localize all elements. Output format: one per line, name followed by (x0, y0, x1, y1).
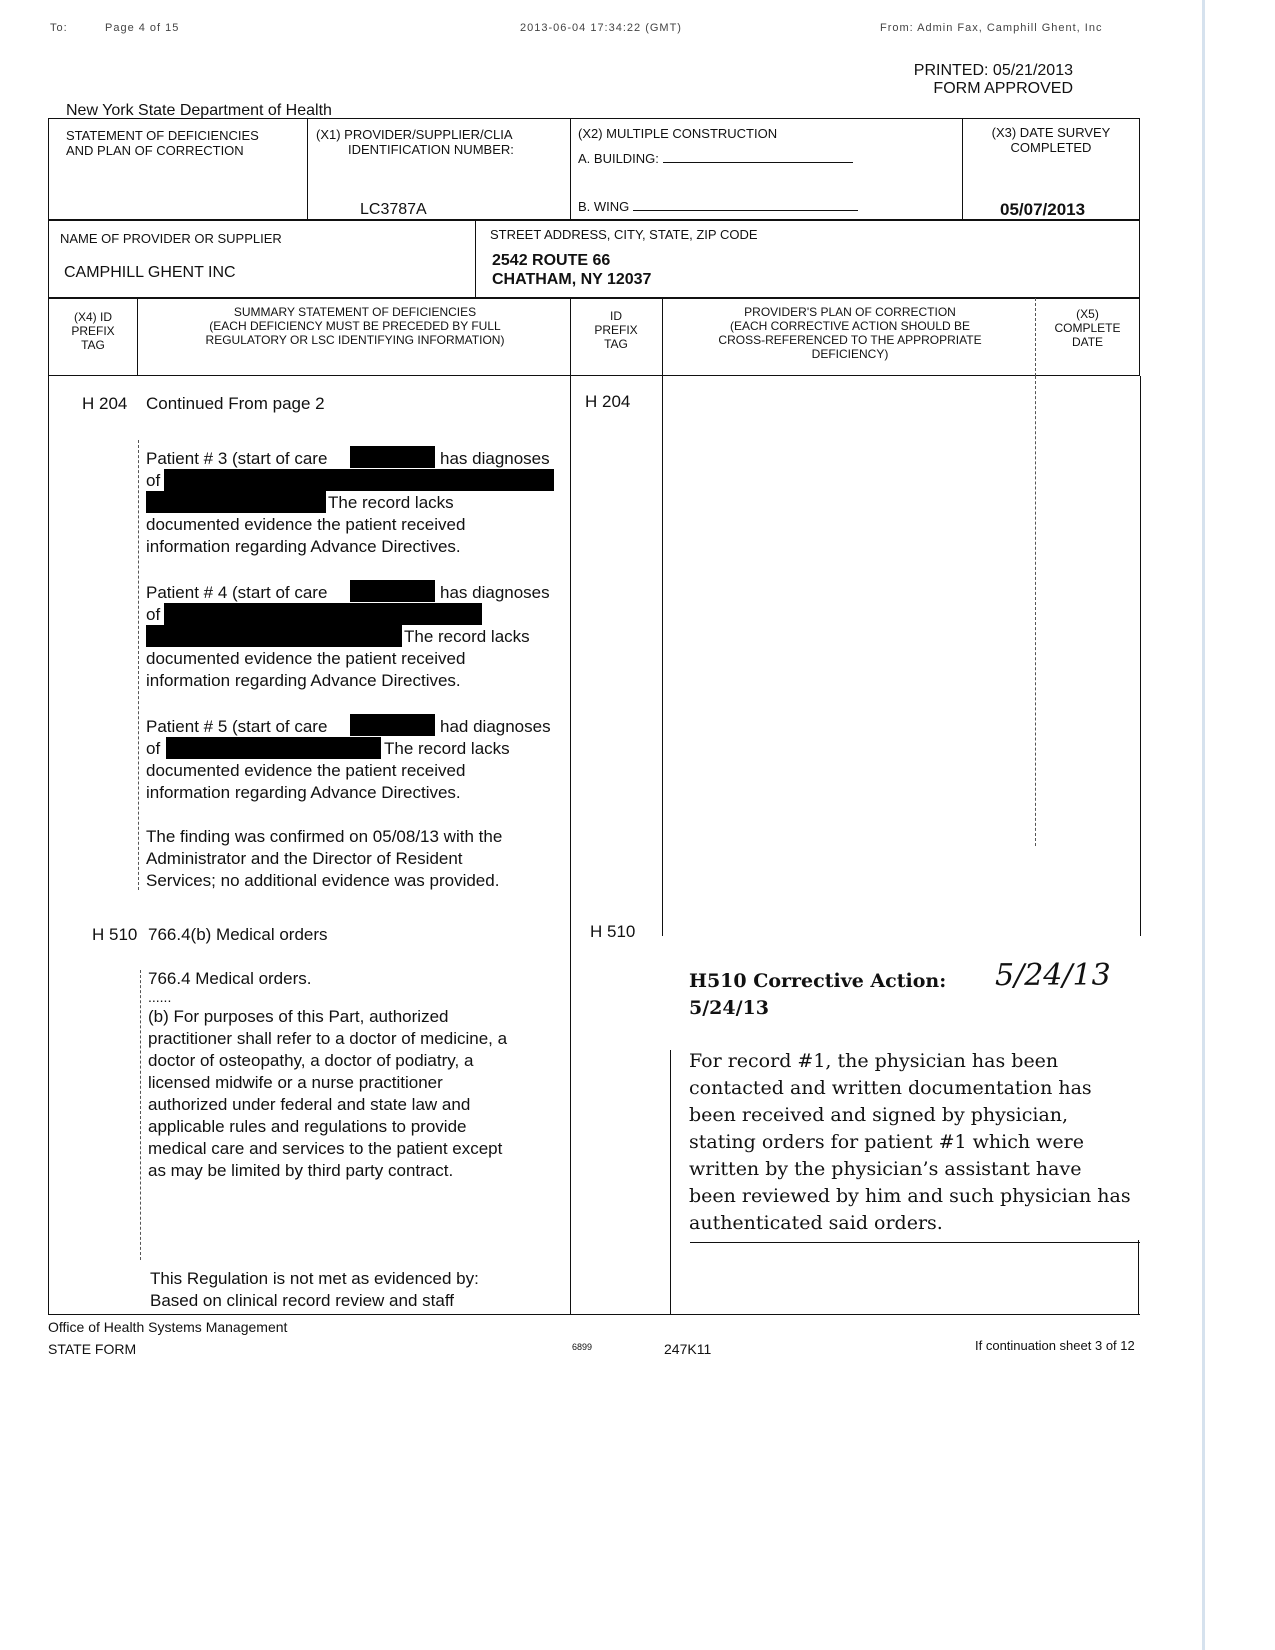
tag-h204-right: H 204 (585, 392, 631, 411)
tag-h510-right: H 510 (590, 922, 636, 941)
fax-timestamp: 2013-06-04 17:34:22 (GMT) (520, 22, 682, 34)
x5-header: (X5) COMPLETE DATE (1054, 307, 1121, 349)
left-border (48, 376, 49, 1314)
plan-header: PROVIDER'S PLAN OF CORRECTION (EACH CORRECTIVE ACTION SHOULD BE CROSS-REFERENCED TO THE APPROPRIATE DEFICIENCY) (718, 305, 982, 361)
divider (662, 298, 663, 376)
p5-line2a: of (146, 739, 161, 758)
wing-label: B. WING (578, 199, 858, 214)
p4-line4: documented evidence the patient received (146, 649, 466, 668)
printed-date: PRINTED: 05/21/2013 (913, 62, 1073, 79)
p3-line1b: has diagnoses (440, 449, 550, 468)
p3-line2: of (146, 471, 161, 490)
x1-value: LC3787A (360, 201, 427, 218)
tag-h510: H 510 (92, 925, 138, 944)
right-border (1140, 376, 1141, 936)
p4-line1a: Patient # 4 (start of care (146, 583, 328, 602)
handwritten-date: 5/24/13 (995, 958, 1111, 993)
reg-title: 766.4 Medical orders. (148, 969, 312, 988)
finding: The finding was confirmed on 05/08/13 with the Administrator and the Director of Resident Services; no additional evidence was provided. (146, 827, 503, 890)
form-approved: FORM APPROVED (933, 80, 1073, 97)
agency-name: New York State Department of Health (66, 102, 332, 119)
right-border-lower (1138, 1240, 1139, 1314)
page-edge-shadow (1202, 0, 1205, 1650)
redaction (350, 714, 435, 736)
p3-line4: documented evidence the patient received (146, 515, 466, 534)
not-met: This Regulation is not met as evidenced by: Based on clinical record review and staff (150, 1269, 479, 1310)
provider-label: NAME OF PROVIDER OR SUPPLIER (60, 231, 282, 246)
address-label: STREET ADDRESS, CITY, STATE, ZIP CODE (490, 227, 758, 242)
fax-from: From: Admin Fax, Camphill Ghent, Inc (880, 22, 1103, 34)
divider (670, 1050, 671, 1314)
p4-line3: The record lacks (404, 627, 530, 646)
divider (570, 376, 571, 1314)
p4-line5: information regarding Advance Directives. (146, 671, 461, 690)
x3-label: (X3) DATE SURVEY COMPLETED (991, 125, 1111, 155)
h510-title: 766.4(b) Medical orders (148, 925, 328, 944)
redaction (350, 446, 435, 468)
redaction (164, 469, 554, 491)
continued-text: Continued From page 2 (146, 394, 325, 413)
divider (662, 376, 663, 936)
p4-line2: of (146, 605, 161, 624)
p4-line1b: has diagnoses (440, 583, 550, 602)
lower-box-top (690, 1242, 1140, 1243)
x3-value: 05/07/2013 (1000, 200, 1086, 219)
divider-dashed (1035, 376, 1036, 846)
margin-dashed (140, 970, 141, 1260)
redaction (146, 491, 326, 513)
correction-body: For record #1, the physician has been contacted and written documentation has been received and signed by physician, stating orders for patient #1 which were written by the physician’s assistant have been reviewed by him and such physician has authenticated said orders. (689, 1050, 1131, 1234)
divider (475, 220, 476, 298)
redaction (350, 580, 435, 602)
redaction (146, 625, 402, 647)
bottom-border (48, 1314, 1140, 1315)
statement-label: STATEMENT OF DEFICIENCIES AND PLAN OF CORRECTION (66, 128, 259, 158)
correction-title: H510 Corrective Action: 5/24/13 (689, 970, 947, 1019)
p5-line1a: Patient # 5 (start of care (146, 717, 328, 736)
p3-line1a: Patient # 3 (start of care (146, 449, 328, 468)
tag-h204: H 204 (82, 394, 128, 413)
x1-label: (X1) PROVIDER/SUPPLIER/CLIA IDENTIFICATION NUMBER: (316, 127, 514, 157)
redaction (166, 737, 381, 759)
id-header: ID PREFIX TAG (594, 309, 638, 351)
p3-line3: The record lacks (328, 493, 454, 512)
divider (570, 118, 571, 220)
footer-state-form: STATE FORM (48, 1341, 137, 1357)
provider-name: CAMPHILL GHENT INC (64, 264, 236, 281)
p5-line4: information regarding Advance Directives. (146, 783, 461, 802)
margin-dashed (138, 440, 139, 890)
footer-office: Office of Health Systems Management (48, 1319, 288, 1335)
p5-line3: documented evidence the patient received (146, 761, 466, 780)
p5-line1b: had diagnoses (440, 717, 551, 736)
redaction (164, 603, 482, 625)
regulation-text: (b) For purposes of this Part, authorized practitioner shall refer to a doctor of medicine, a doctor of osteopathy, a doctor of podiatry, a licensed midwife or a nurse practitioner authorized under federal and state law and applicable rules and regulations to provide medical care and services to the patient except as may be limited by third party contract. (148, 1007, 508, 1180)
address: 2542 ROUTE 66 CHATHAM, NY 12037 (492, 252, 652, 288)
divider (307, 118, 308, 220)
footer-continuation: If continuation sheet 3 of 12 (975, 1338, 1135, 1353)
fax-page: Page 4 of 15 (105, 22, 180, 34)
x2-label: (X2) MULTIPLE CONSTRUCTION (578, 126, 778, 141)
x4-header: (X4) ID PREFIX TAG (71, 310, 115, 352)
summary-header: SUMMARY STATEMENT OF DEFICIENCIES (EACH DEFICIENCY MUST BE PRECEDED BY FULL REGULATORY OR LSC IDENTIFYING INFORMATION) (205, 305, 505, 347)
footer-code-small: 6899 (572, 1342, 593, 1352)
reg-dots: ...... (148, 989, 172, 1005)
p5-line2b: The record lacks (384, 739, 510, 758)
building-label: A. BUILDING: (578, 151, 853, 166)
fax-to: To: (50, 22, 68, 34)
footer-code: 247K11 (664, 1341, 712, 1357)
p3-line5: information regarding Advance Directives. (146, 537, 461, 556)
